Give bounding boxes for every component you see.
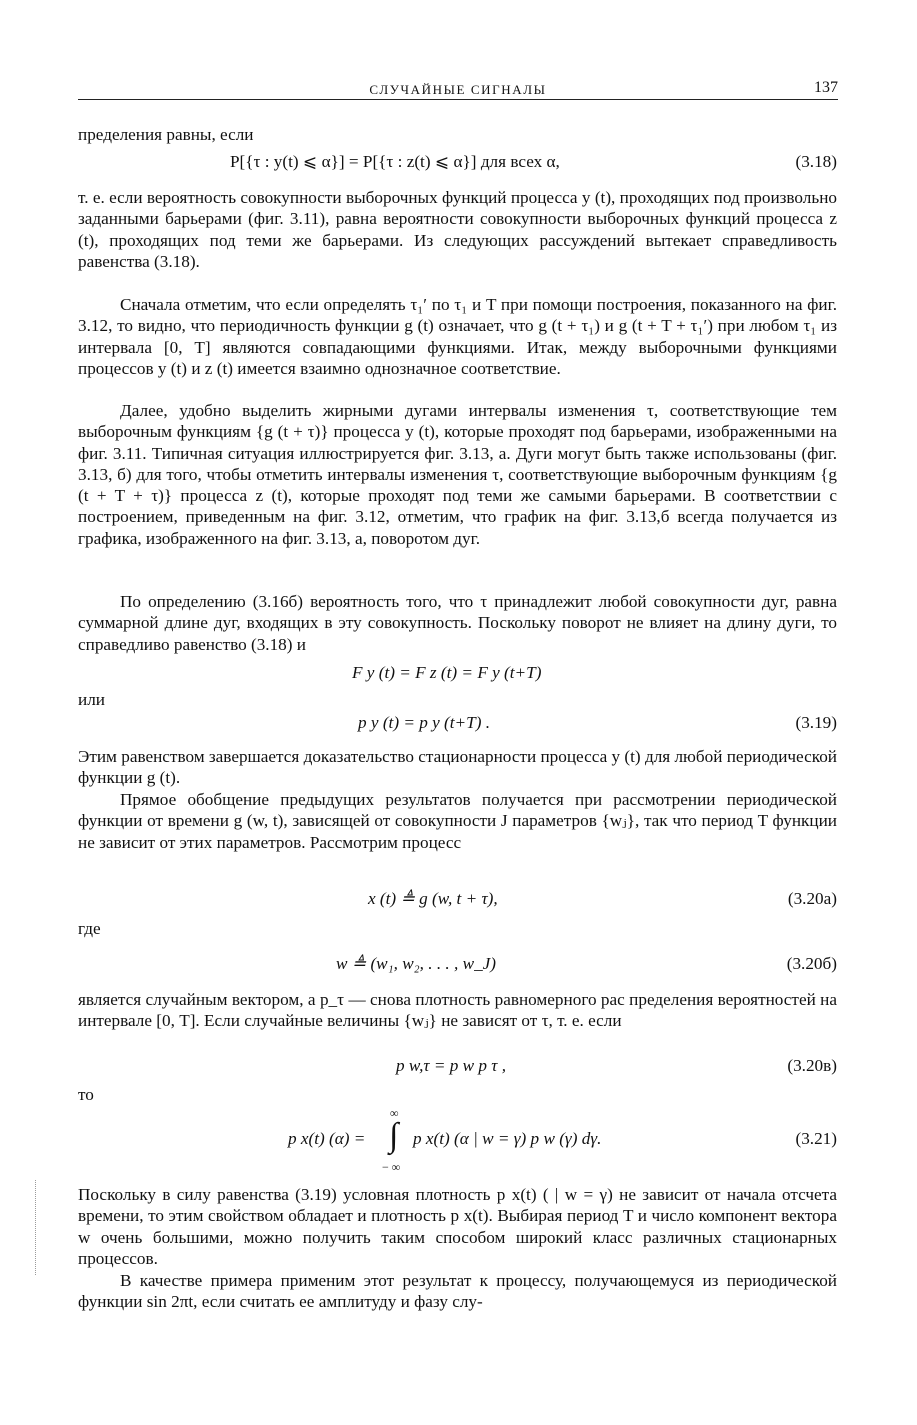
equation-3-20a	[78, 888, 837, 912]
equation-3-20b-number: (3.20б)	[786, 954, 837, 973]
equation-3-19-expr: p y (t) = p y (t+T) .	[358, 713, 491, 732]
paragraph-1	[78, 187, 837, 272]
equation-3-20v	[78, 1055, 837, 1079]
equation-3-21-lhs: p x(t) (α) =	[288, 1129, 366, 1148]
equation-3-20a-number: (3.20а)	[787, 889, 837, 908]
paragraph-6-text: Прямое обобщение предыдущих результатов получается при рассмотрении периодической функции от времени g (w, t), зависящей от совокупности J параметров {wⱼ}, так что период T функции не зависит от этих параметров. Рассмотрим процесс	[78, 790, 837, 852]
paragraph-9-text: В качестве примера применим этот результат к процессу, получающемуся из периодической функции sin 2πt, если считать ее амплитуду и фазу слу-	[78, 1271, 837, 1312]
equation-3-21-number: (3.21)	[795, 1129, 837, 1148]
equation-3-19-number: (3.19)	[795, 713, 837, 732]
equation-3-20b-expr: w ≜ (w₁, w₂, . . . , w_J)	[336, 954, 497, 973]
equation-3-20v-number: (3.20в)	[787, 1056, 837, 1075]
page-number: 137	[814, 79, 838, 96]
paragraph-8-text: Поскольку в силу равенства (3.19) условная плотность p x(t) ( | w = γ) не зависит от начала отсчета времени, то этим свойством обладает и плотность p x(t). Выбирая период T и число компонент вектора w очень большими, можно получить таким способом широкий класс различных стационарных процессов.	[78, 1185, 837, 1268]
running-title: СЛУЧАЙНЫЕ СИГНАЛЫ	[369, 82, 547, 97]
paragraph-2	[78, 294, 837, 379]
paragraph-3	[78, 400, 837, 549]
equation-3-20v-expr: p w,τ = p w p τ ,	[396, 1056, 507, 1075]
paragraph-5-text: Этим равенством завершается доказательство стационарности процесса y (t) для любой периодической функции g (t).	[78, 747, 837, 788]
equation-3-20b	[78, 953, 837, 977]
paragraph-9	[78, 1270, 837, 1313]
equation-3-18-number: (3.18)	[795, 152, 837, 171]
equation-F-expr: F y (t) = F z (t) = F y (t+T)	[352, 663, 542, 682]
paragraph-1-text: т. е. если вероятность совокупности выборочных функций процесса y (t), проходящих под произвольно заданными барьерами (фиг. 3.11), равна вероятности совокупности выборочных функций процесса z (t), проходящих под теми же барьерами. Из следующих рассуждений вытекает справедливость равенства (3.18).	[78, 188, 837, 271]
intro-line	[78, 124, 837, 145]
intro-text: пределения равны, если	[78, 125, 254, 144]
running-head	[78, 77, 838, 100]
equation-F	[78, 662, 837, 686]
equation-3-19	[78, 712, 837, 736]
integral-sign-icon: ∫	[389, 1117, 399, 1154]
paragraph-2-text: Сначала отметим, что если определять τ₁′ по τ₁ и T при помощи построения, показанного на фиг. 3.12, то видно, что периодичность функции g (t) означает, что g (t + τ₁) и g (t + T + τ₁′) при любом τ₁ из интервала [0, T] являются совпадающими функциями. Итак, между выборочными функциями процессов y (t) и z (t) имеется взаимно однозначное соответствие.	[78, 295, 837, 378]
equation-3-18-expr: P[{τ : y(t) ⩽ α}] = P[{τ : z(t) ⩽ α}] для всех α,	[230, 152, 560, 171]
paragraph-5	[78, 746, 837, 789]
paragraph-4-text: По определению (3.16б) вероятность того, что τ принадлежит любой совокупности дуг, равна суммарной длине дуг, входящих в эту совокупность. Поскольку поворот не влияет на длину дуги, то справедливо равенство (3.18) и	[78, 592, 837, 654]
paragraph-8	[78, 1184, 837, 1269]
paragraph-4	[78, 591, 837, 655]
paragraph-7	[78, 989, 837, 1032]
equation-3-18	[78, 151, 837, 175]
paragraph-3-text: Далее, удобно выделить жирными дугами интервалы изменения τ, соответствующие тем выборочным функциям {g (t + τ)} процесса y (t), которые проходят под барьерами, изображенными на фиг. 3.11. Типичная ситуация иллюстрируется фиг. 3.13, а. Дуги могут быть также использованы (фиг. 3.13, б) для того, чтобы отметить интервалы изменения τ, соответствующие выборочным функциям {g (t + T + τ)} процесса z (t), которые проходят под теми же самыми барьерами. В соответствии с построением, приведенным на фиг. 3.12, отметим, что график на фиг. 3.13,б всегда получается из графика, изображенного на фиг. 3.13, а, поворотом дуг.	[78, 401, 837, 548]
margin-scan-artifact	[35, 1180, 37, 1275]
equation-3-20a-expr: x (t) ≜ g (w, t + τ),	[368, 889, 498, 908]
equation-3-21-rhs: p x(t) (α | w = γ) p w (γ) dγ.	[413, 1129, 602, 1148]
equation-3-21	[78, 1103, 837, 1175]
word-or: или	[78, 690, 105, 709]
paragraph-6	[78, 789, 837, 853]
integral-upper-limit: ∞	[390, 1106, 399, 1120]
word-where: где	[78, 919, 101, 938]
paragraph-7-text: является случайным вектором, а p_τ — снова плотность равномерного рас пределения вероятностей на интервале [0, T]. Если случайные величины {wⱼ} не зависят от τ, т. е. если	[78, 990, 837, 1031]
integral-lower-limit: − ∞	[382, 1160, 401, 1174]
word-then: то	[78, 1085, 94, 1104]
